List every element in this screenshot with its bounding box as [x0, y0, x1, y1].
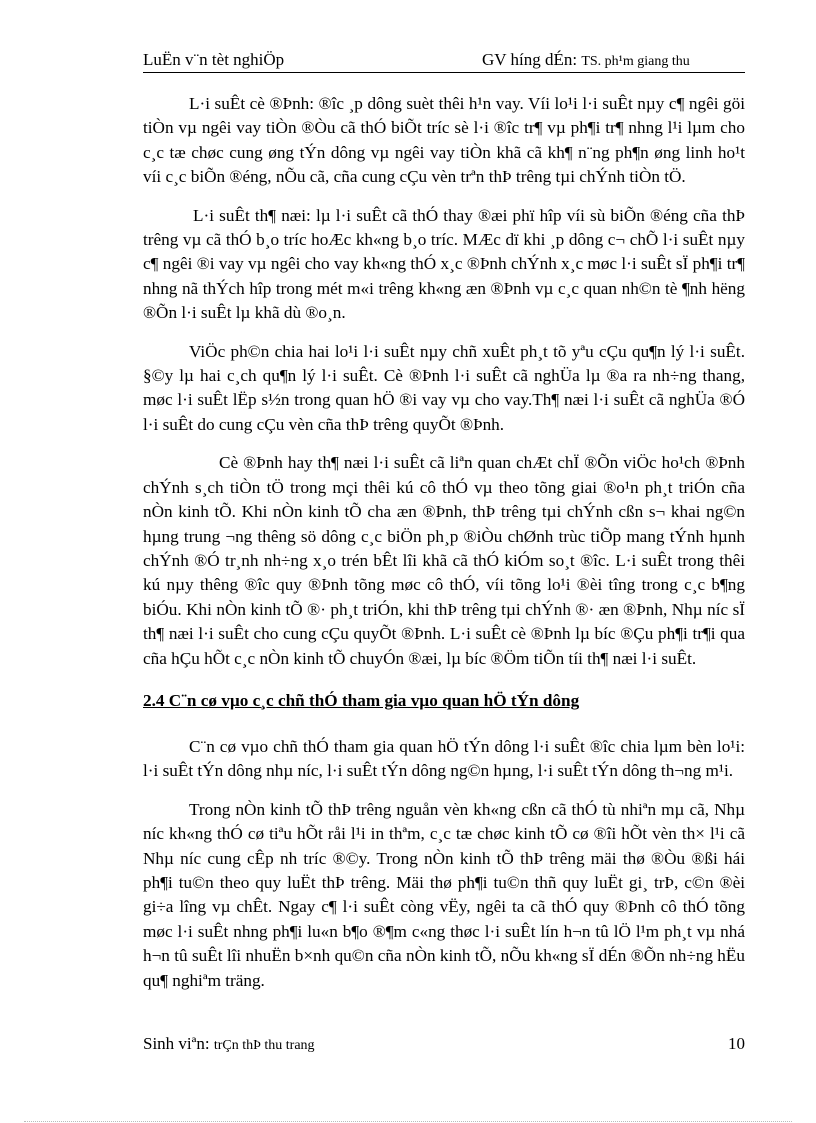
paragraph-policy: Cè ®Þnh hay th¶ næi l·i suÊt cã liªn quan chÆt chÏ ®Õn viÖc ho¹ch ®Þnh chÝnh s¸ch tiÒn tÖ trong mçi thêi kú cô thÓ vµ theo tõng giai ®o¹n ph¸t triÓn cña nÒn kinh tÕ. Khi nÒn kinh tÕ cha æn ®Þnh, thÞ trêng tµi chÝnh cßn s¬ khai ng©n hµng trung ¬ng thêng sö dông c¸c biÖn ph¸p ®iÒu chØnh trùc tiÕp mang tÝnh hµnh chÝnh ®Ó tr¸nh nh÷ng x¸o trén bÊt lîi khã cã thÓ kiÓm so¸t ®îc. L·i suÊt trong thêi kú nµy thêng ®îc quy ®Þnh tõng møc cô thÓ, víi tõng lo¹i ®èi tîng trong c¸c b¶ng biÓu. Khi nÒn kinh tÕ ®· ph¸t triÓn, khi thÞ trêng tµi chÝnh ®· æn ®Þnh, Nhµ níc sÏ th¶ næi l·i suÊt cho cung cÇu quyÕt ®Þnh. L·i suÊt cè ®Þnh lµ bíc ®Çu ph¶i tr¶i qua cña hÇu hÕt c¸c nÒn kinh tÕ chuyÓn ®æi, lµ bíc ®Öm tiÕn tíi th¶ næi l·i suÊt. — [143, 453, 745, 668]
paragraph-classification: ViÖc ph©n chia hai lo¹i l·i suÊt nµy chñ xuÊt ph¸t tõ yªu cÇu qu¶n lý l·i suÊt. §©y lµ hai c¸ch qu¶n lý l·i suÊt. Cè ®Þnh l·i suÊt cã nghÜa lµ ®a ra nh÷ng thang, møc l·i suÊt lËp s½n trong quan hÖ ®i vay vµ cho vay.Th¶ næi l·i suÊt cã nghÜa ®Ó l·i suÊt do cung cÇu vèn cña thÞ trêng quyÕt ®Þnh. — [143, 341, 745, 434]
paragraph-floating-rate: L·i suÊt th¶ næi: lµ l·i suÊt cã thÓ thay ®æi phï hîp víi sù biÕn ®éng cña thÞ trêng vµ cã thÓ b¸o tríc hoÆc kh«ng b¸o tríc. MÆc dï khi ¸p dông c¬ chÕ l·i suÊt nµy c¶ ngêi ®i vay vµ ngêi cho vay kh«ng thÓ x¸c ®Þnh chÝnh x¸c møc l·i suÊt sÏ ph¶i tr¶ nhng nã thÝch hîp trong mét m«i trêng kh«ng æn ®Þnh vµ c¸c quan nh©n tè ¶nh hëng ®Õn l·i suÊt lµ khã dù ®o¸n. — [143, 205, 745, 323]
footer-student — [143, 1034, 315, 1054]
header-advisor-label: GV híng dÉn: — [482, 50, 582, 69]
header-advisor — [482, 50, 690, 70]
footer-student-name: trÇn thÞ thu trang — [213, 1038, 315, 1053]
header-advisor-name: TS. ph¹m giang thu — [581, 54, 690, 69]
page-edge-divider — [24, 1121, 792, 1122]
page-footer — [143, 1034, 745, 1056]
page-number: 10 — [728, 1034, 745, 1053]
page-header — [143, 50, 745, 72]
header-rule — [143, 72, 745, 73]
section-heading: 2.4 C¨n cø vµo c¸c chñ thÓ tham gia vµo quan hÖ tÝn dông — [143, 690, 580, 710]
page-body — [143, 92, 745, 1007]
paragraph-subjects: C¨n cø vµo chñ thÓ tham gia quan hÖ tÝn dông l·i suÊt ®îc chia lµm bèn lo¹i: l·i suÊt tÝn dông nhµ níc, l·i suÊt tÝn dông ng©n hµng, l·i suÊt tÝn dông th¬ng m¹i. — [143, 736, 745, 781]
paragraph-market-economy: Trong nÒn kinh tÕ thÞ trêng nguån vèn kh«ng cßn cã thÓ tù nhiªn mµ cã, Nhµ níc kh«ng thÓ cø tiªu hÕt råi l¹i in thªm, c¸c tæ chøc kinh tÕ cø ®îi hÕt vèn th× l¹i cã Nhµ níc cung cÊp nh tríc ®©y. Trong nÒn kinh tÕ thÞ trêng mäi thø ®Òu ®ßi hái ph¶i tu©n theo quy luËt thÞ trêng. Mäi thø ph¶i tu©n thñ quy luËt gi¸ trÞ, c©n ®èi gi÷a lîng vµ chÊt. Ngay c¶ l·i suÊt còng vËy, ngêi ta cã thÓ quy ®Þnh cô thÓ tõng møc l·i suÊt nhng ph¶i lu«n b¶o ®¶m c«ng thøc l·i suÊt lín h¬n tû lÖ l¹m ph¸t vµ nhá h¬n tû suÊt lîi nhuËn b×nh qu©n cña nÒn kinh tÕ, nÕu kh«ng sÏ dÉn ®Õn nh÷ng hËu qu¶ nghiªm träng. — [143, 799, 745, 990]
footer-student-label: Sinh viªn: — [143, 1034, 214, 1053]
header-thesis-title: LuËn v¨n tèt nghiÖp — [143, 50, 285, 69]
paragraph-fixed-rate: L·i suÊt cè ®Þnh: ®îc ¸p dông suèt thêi h¹n vay. Víi lo¹i l·i suÊt nµy c¶ ngêi göi tiÒn vµ ngêi vay tiÒn ®Òu cã thÓ biÕt tríc sè l·i ®îc tr¶ vµ ph¶i tr¶ nhng l¹i lµm cho c¸c tæ chøc cung øng tÝn dông vµ ngêi vay tiÒn khã cã kh¶ n¨ng ph¶n øng linh ho¹t víi c¸c biÕn ®éng, nÕu cã, cña cung cÇu vèn trªn thÞ trêng tµi chÝnh tiÒn tÖ. — [143, 94, 745, 187]
